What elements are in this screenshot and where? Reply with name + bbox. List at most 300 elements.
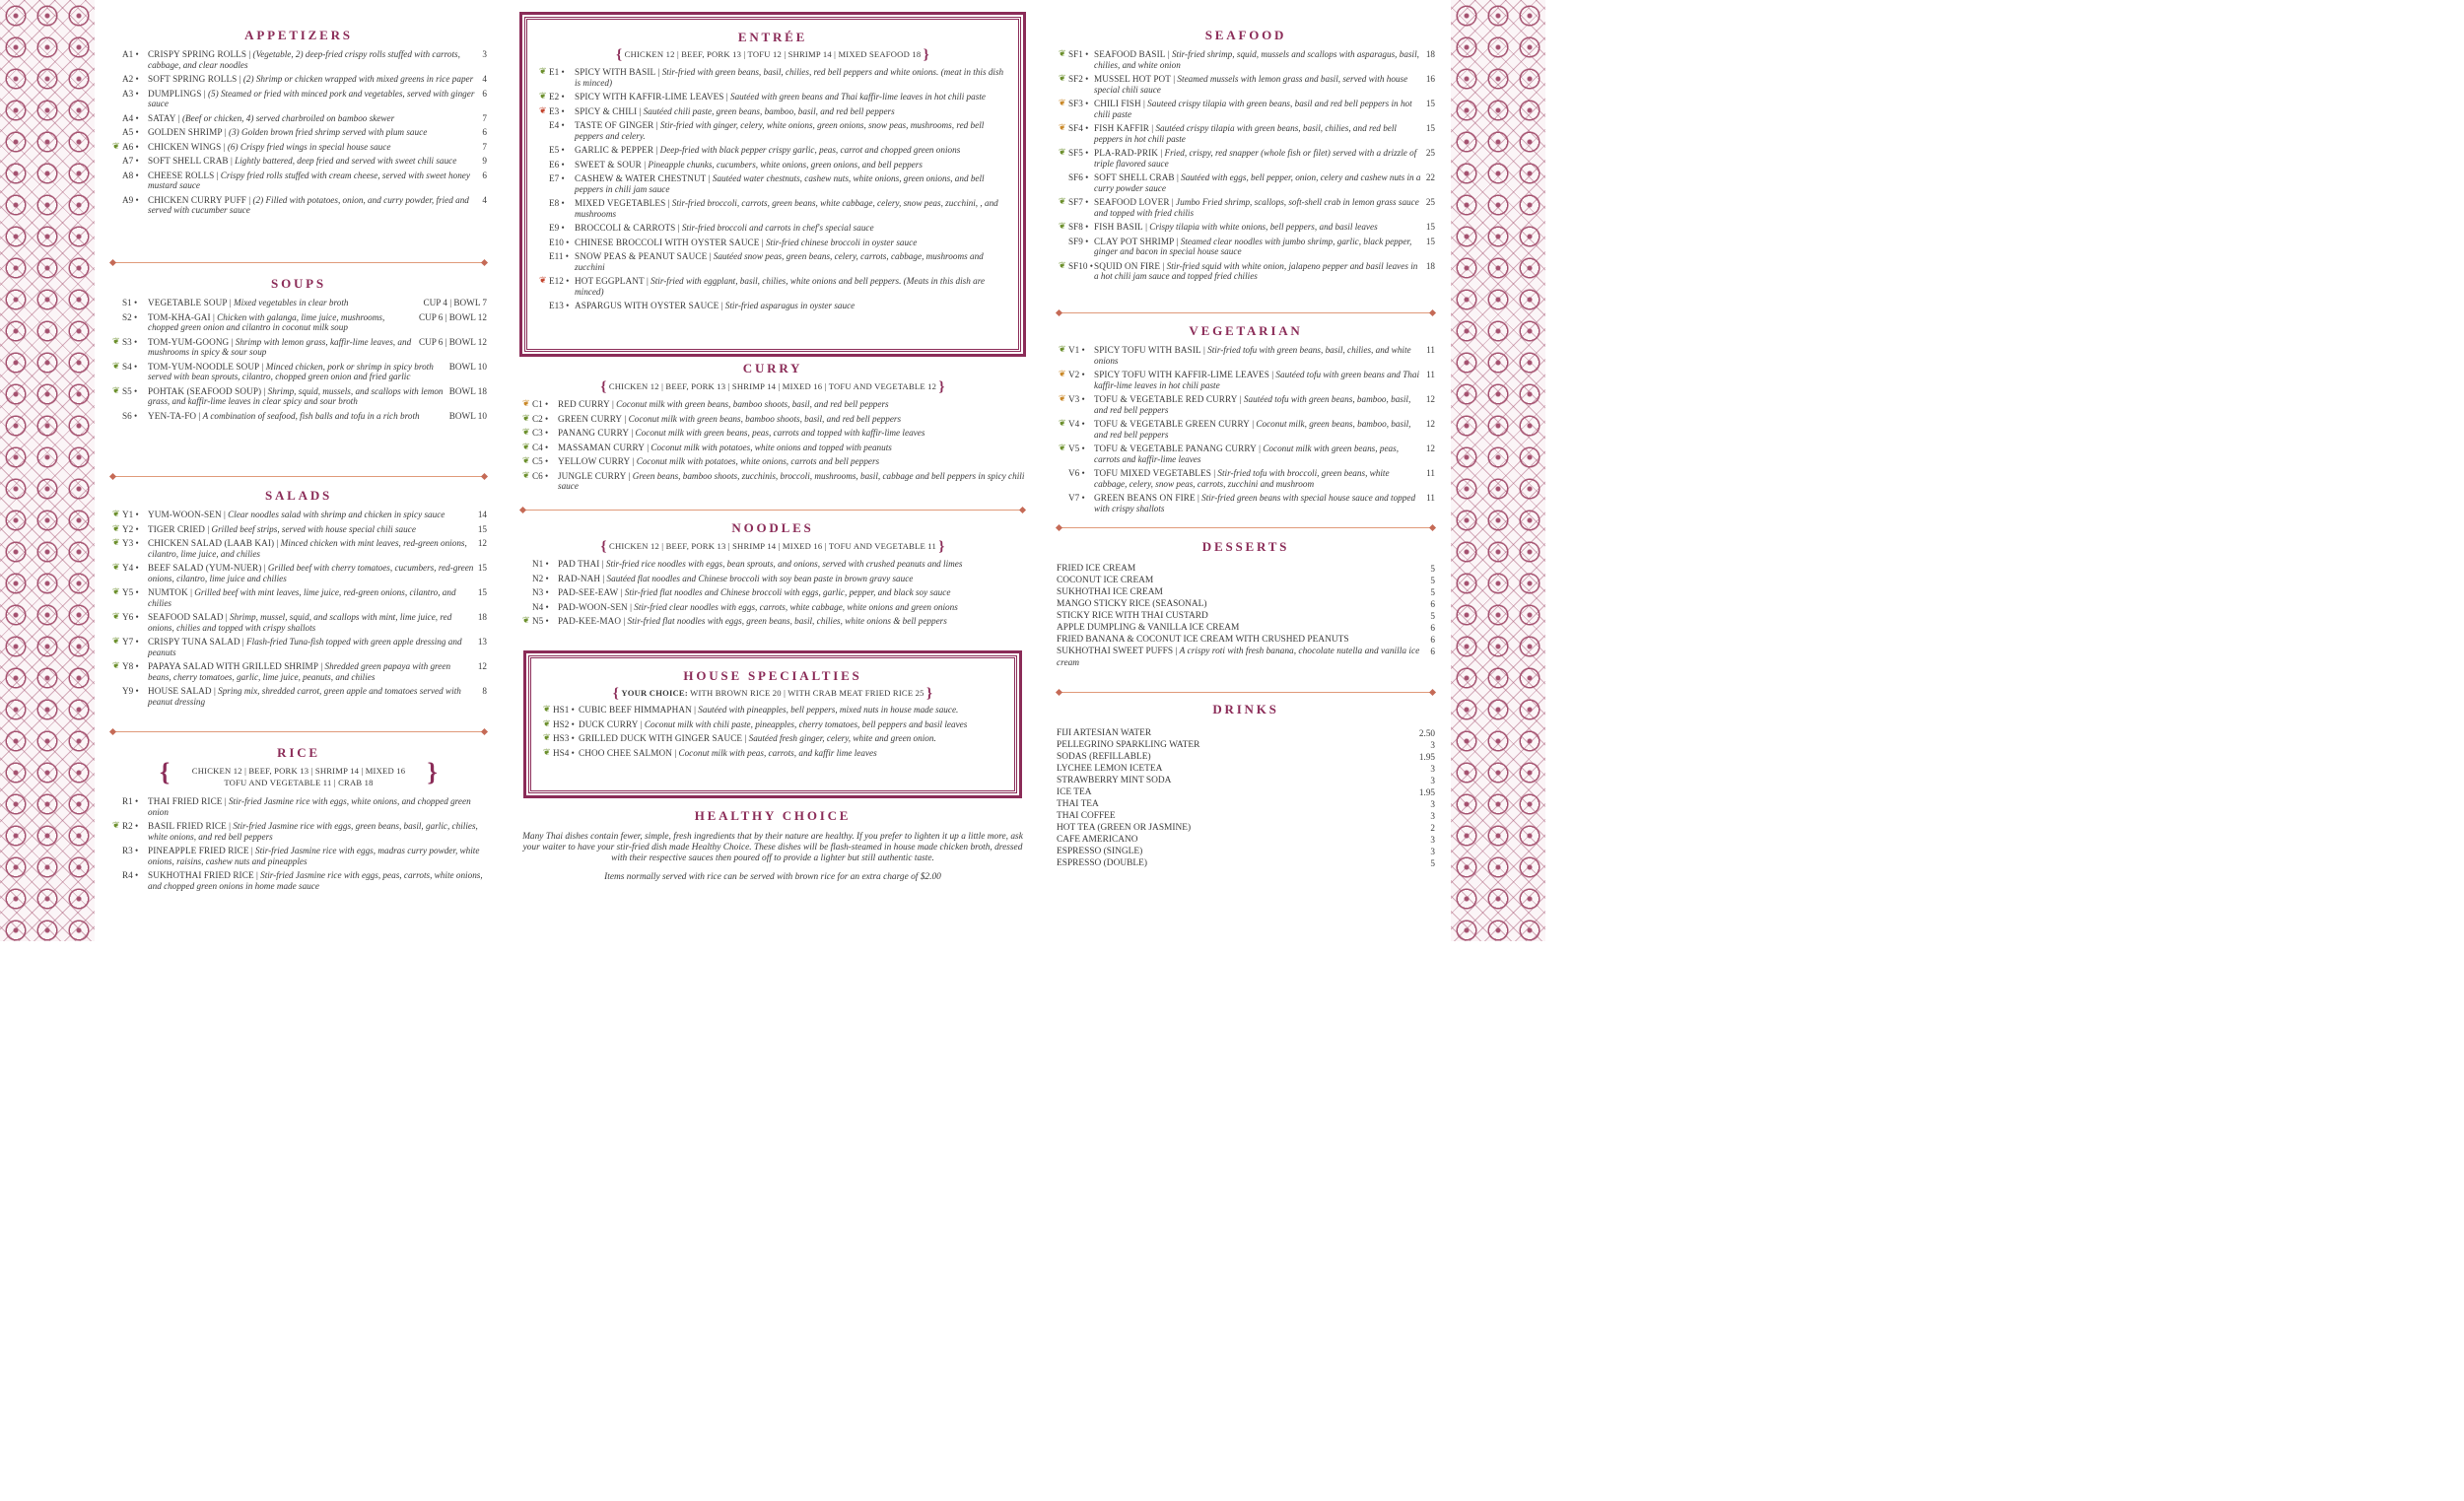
noodles-options-text: CHICKEN 12 | BEEF, PORK 13 | SHRIMP 14 | MIXED 16 | TOFU AND VEGETABLE 11 xyxy=(609,541,936,551)
menu-item: ❦ S5 • BOWL 18 POHTAK (SEAFOOD SOUP) | Shrimp, squid, mussels, and scallops with lemon grass, and kaffir-lime leaves in clear spicy and sour broth xyxy=(112,384,487,406)
menu-item: ❦ C3 • PANANG CURRY | Coconut milk with green beans, peas, carrots and topped with kaffir-lime leaves xyxy=(522,427,925,438)
item-code: E11 • xyxy=(549,251,569,261)
item-description: Lightly battered, deep fried and served with sweet chili sauce xyxy=(235,156,457,166)
menu-item: ❦ A6 • 7 CHICKEN WINGS | (6) Crispy fried wings in special house sauce xyxy=(112,140,487,152)
menu-item: A7 • 9 SOFT SHELL CRAB | Lightly battered, deep fried and served with sweet chili sauce xyxy=(122,156,487,166)
item-code: E8 • xyxy=(549,198,565,208)
noodles-section xyxy=(520,520,1025,631)
entree-box xyxy=(524,17,1021,352)
spicy-leaf-icon: ❦ xyxy=(112,636,120,646)
item-code: Y3 • xyxy=(122,538,139,548)
spicy-leaf-icon: ❦ xyxy=(112,384,120,395)
item-price: 12 xyxy=(477,538,487,548)
item-code: C1 • xyxy=(532,399,549,409)
spicy-leaf-icon: ❦ xyxy=(543,704,551,714)
item-name: CUBIC BEEF HIMMAPHAN xyxy=(579,705,692,715)
menu-item: ❦ S4 • BOWL 10 TOM-YUM-NOODLE SOUP | Minced chicken, pork or shrimp in spicy broth served with bean sprouts, cilantro, chopped green onion and fried garlic xyxy=(112,360,487,381)
divider xyxy=(110,474,487,479)
item-code: A1 • xyxy=(122,49,139,59)
spicy-leaf-icon: ❦ xyxy=(522,427,530,437)
salads-section xyxy=(110,488,487,711)
item-code: HS3 • xyxy=(553,733,575,743)
spicy-leaf-icon: ❦ xyxy=(1059,147,1066,157)
item-name: HOT TEA (GREEN OR JASMINE) xyxy=(1057,823,1192,833)
item-name: GOLDEN SHRIMP xyxy=(148,127,223,137)
item-description: (Vegetable, 2) deep-fried crispy rolls stuffed with carrots, cabbage, and clear noodles xyxy=(148,49,460,70)
menu-item: E10 • CHINESE BROCCOLI WITH OYSTER SAUCE | Stir-fried chinese broccoli in oyster sauce xyxy=(549,237,918,247)
item-name: ESPRESSO (SINGLE) xyxy=(1057,847,1143,856)
item-code: A4 • xyxy=(122,112,139,123)
item-name: RAD-NAH xyxy=(558,573,601,583)
section-title: SEAFOOD xyxy=(1204,28,1287,42)
item-code: SF5 • xyxy=(1068,148,1089,158)
menu-item: ❦ SF7 • 25 SEAFOOD LOVER | Jumbo Fried shrimp, scallops, soft-shell crab in lemon grass sauce and topped with fried chilis xyxy=(1059,196,1435,218)
brace-right-icon: } xyxy=(926,686,933,702)
item-code: E4 • xyxy=(549,120,565,130)
item-description: Sautéed fresh ginger, celery, white and green onion. xyxy=(748,733,936,743)
curry-options-text: CHICKEN 12 | BEEF, PORK 13 | SHRIMP 14 | MIXED 16 | TOFU AND VEGETABLE 12 xyxy=(608,381,937,391)
item-description: Stir-fried flat noodles and Chinese broccoli with eggs, garlic, pepper, and black soy sauce xyxy=(624,587,951,597)
menu-item: S6 • BOWL 10 YEN-TA-FO | A combination of seafood, fish balls and tofu in a rich broth xyxy=(122,410,487,421)
item-code: N3 • xyxy=(532,587,549,597)
spicy-leaf-icon: ❦ xyxy=(1059,393,1066,403)
item-price: 3 xyxy=(1430,740,1435,750)
section-title: CURRY xyxy=(742,361,803,375)
item-name: BROCCOLI & CARROTS xyxy=(575,223,676,233)
spicy-leaf-icon: ❦ xyxy=(522,455,530,465)
item-code: Y1 • xyxy=(122,510,139,519)
menu-item: ❦ SF4 • 15 FISH KAFFIR | Sautéed crispy tilapia with green beans, basil, chilies, and red bell peppers in hot chili paste xyxy=(1059,122,1435,144)
menu-item: ❦ SF3 • 15 CHILI FISH | Sauteed crispy tilapia with green beans, basil and red bell peppers in hot chili paste xyxy=(1059,98,1435,119)
menu-item: ❦ Y7 • 13 CRISPY TUNA SALAD | Flash-fried Tuna-fish topped with green apple dressing and peanuts xyxy=(112,636,487,657)
menu-item: ❦ V1 • 11 SPICY TOFU WITH BASIL | Stir-fried tofu with green beans, basil, chilies, and white onions xyxy=(1059,344,1435,366)
item-price: 6 xyxy=(1430,635,1435,645)
menu-item: ❦ V5 • 12 TOFU & VEGETABLE PANANG CURRY | Coconut milk with green beans, peas, carrots and kaffir-lime leaves xyxy=(1059,443,1435,464)
item-code: A6 • xyxy=(122,141,139,152)
menu-item: ❦ C5 • YELLOW CURRY | Coconut milk with potatoes, white onions, carrots and bell peppers xyxy=(522,455,880,466)
item-description: Coconut milk with green beans, peas, carrots and kaffir-lime leaves xyxy=(1094,443,1399,464)
healthy-choice-section xyxy=(520,808,1025,883)
item-name: GREEN CURRY xyxy=(558,413,623,424)
menu-item: E6 • SWEET & SOUR | Pineapple chunks, cucumbers, white onions, green onions, and bell peppers xyxy=(549,159,923,170)
menu-item: N4 • PAD-WOON-SEN | Stir-fried clear noodles with eggs, carrots, white cabbage, white onions and green onions xyxy=(532,601,958,612)
item-description: Coconut milk, green beans, bamboo, basil, and red bell peppers xyxy=(1094,419,1411,440)
item-name: CASHEW & WATER CHESTNUT xyxy=(575,173,707,183)
brace-right-icon: } xyxy=(427,758,438,786)
spicy-leaf-icon: ❦ xyxy=(543,717,551,728)
item-code: Y4 • xyxy=(122,563,139,573)
item-price: 5 xyxy=(1430,858,1435,868)
menu-item: E8 • MIXED VEGETABLES | Stir-fried broccoli, carrots, green beans, white cabbage, celery, snow peas, zucchini, , and mushrooms xyxy=(549,198,998,219)
spicy-leaf-icon: ❦ xyxy=(112,335,120,346)
item-price: 15 xyxy=(477,523,487,534)
item-description: Crispy fried rolls stuffed with cream cheese, served with sweet honey mustard sauce xyxy=(148,170,470,190)
item-code: S6 • xyxy=(122,410,138,421)
menu-item: ❦ C6 • JUNGLE CURRY | Green beans, bamboo shoots, zucchinis, broccoli, mushrooms, basil, cabbage and bell peppers in spicy chili sauce xyxy=(522,469,1025,491)
item-code: R4 • xyxy=(122,870,139,880)
item-description: A crispy roti with fresh banana, chocolate nutella and vanilla ice cream xyxy=(1057,647,1420,668)
spicy-leaf-icon: ❦ xyxy=(1059,196,1066,206)
item-name: SOFT SHELL CRAB xyxy=(1094,172,1175,182)
menu-item: SF9 • 15 CLAY POT SHRIMP | Steamed clear noodles with jumbo shrimp, garlic, black pepper, ginger and bacon in special house sauce xyxy=(1068,236,1435,256)
spicy-leaf-icon: ❦ xyxy=(539,66,547,76)
menu-item: A4 • 7 SATAY | (Beef or chicken, 4) served charbroiled on bamboo skewer xyxy=(122,112,487,123)
choice-text: WITH BROWN RICE 20 | WITH CRAB MEAT FRIED RICE 25 xyxy=(690,688,924,698)
item-code: HS1 • xyxy=(553,705,575,715)
list-item xyxy=(1057,775,1435,786)
item-price: CUP 4 | BOWL 7 xyxy=(423,298,487,307)
rice-section xyxy=(110,745,487,895)
item-description: Grilled beef with cherry tomatoes, cucumbers, red-green onions, cilantro, lime juice and chilies xyxy=(148,563,474,583)
menu-item: R3 • PINEAPPLE FRIED RICE | Stir-fried Jasmine rice with eggs, madras curry powder, white onions, raisins, cashew nuts and pineapples xyxy=(122,846,480,866)
item-name: PAD-SEE-EAW xyxy=(558,587,619,597)
menu-item: ❦ HS3 • GRILLED DUCK WITH GINGER SAUCE | Sautéed fresh ginger, celery, white and green onion. xyxy=(543,732,936,743)
item-price: CUP 6 | BOWL 12 xyxy=(418,311,487,322)
list-item xyxy=(1057,622,1435,634)
item-price: 1.95 xyxy=(1418,787,1435,797)
seafood-section xyxy=(1057,28,1435,286)
item-description: (5) Steamed or fried with minced pork and vegetables, served with ginger sauce xyxy=(148,88,475,108)
spicy-leaf-icon: ❦ xyxy=(543,746,551,757)
decorative-border-right xyxy=(1451,0,1545,941)
item-description: (3) Golden brown fried shrimp served with plum sauce xyxy=(229,127,428,137)
item-price: 9 xyxy=(482,156,487,166)
item-description: Sauteed crispy tilapia with green beans, basil and red bell peppers in hot chili paste xyxy=(1094,99,1412,119)
item-name: GREEN BEANS ON FIRE xyxy=(1094,493,1196,503)
spicy-leaf-icon: ❦ xyxy=(112,562,120,572)
list-item xyxy=(1057,634,1435,646)
item-name: SNOW PEAS & PEANUT SAUCE xyxy=(575,251,708,261)
item-name: SEAFOOD SALAD xyxy=(148,612,224,622)
soups-section xyxy=(110,276,487,425)
entree-options-text: CHICKEN 12 | BEEF, PORK 13 | TOFU 12 | SHRIMP 14 | MIXED SEAFOOD 18 xyxy=(624,49,922,59)
item-name: PELLEGRINO SPARKLING WATER xyxy=(1057,740,1200,750)
item-description: Grilled beef strips, served with house special chili sauce xyxy=(211,523,416,534)
divider xyxy=(110,260,487,265)
menu-item: ❦ V3 • 12 TOFU & VEGETABLE RED CURRY | Sautéed tofu with green beans, bamboo, basil, and red bell peppers xyxy=(1059,393,1435,415)
item-description: Sautéed water chestnuts, cashew nuts, white onions, green onions, and bell peppers in chili jam sauce xyxy=(575,173,985,194)
spicy-leaf-icon: ❦ xyxy=(522,412,530,423)
list-item xyxy=(1057,610,1435,622)
drinks-section xyxy=(1057,702,1435,869)
item-description: Shrimp with lemon grass, kaffir-lime leaves, and mushrooms in spicy & sour soup xyxy=(148,336,412,357)
item-name: PANANG CURRY xyxy=(558,428,630,438)
item-name: MIXED VEGETABLES xyxy=(575,198,666,208)
item-code: E6 • xyxy=(549,159,565,170)
desserts-section xyxy=(1057,539,1435,669)
item-price: 15 xyxy=(1425,99,1435,108)
item-description: Steamed clear noodles with jumbo shrimp, garlic, black pepper, ginger and bacon in special house sauce xyxy=(1094,236,1412,256)
item-code: C3 • xyxy=(532,428,549,438)
brace-right-icon: } xyxy=(938,379,945,395)
item-price: 5 xyxy=(1430,576,1435,585)
item-description: Stir-fried with ginger, celery, white onions, green onions, snow peas, mushrooms, red bell peppers and celery. xyxy=(575,120,985,141)
item-price: 7 xyxy=(482,141,487,152)
item-name: TOFU MIXED VEGETABLES xyxy=(1094,468,1211,478)
item-price: 5 xyxy=(1430,564,1435,574)
item-description: Stir-fried Jasmine rice with eggs, green beans, basil, garlic, chilies, white onions, and red bell peppers xyxy=(148,821,478,842)
spicy-leaf-icon: ❦ xyxy=(539,91,547,101)
item-description: Shrimp, squid, mussels, and scallops with lemon grass, and kaffir-lime leaves in clear spicy and sour broth xyxy=(148,385,444,406)
menu-item: S1 • CUP 4 | BOWL 7 VEGETABLE SOUP | Mixed vegetables in clear broth xyxy=(122,298,487,307)
item-description: Deep-fried with black pepper crispy garlic, peas, carrot and chopped green onions xyxy=(659,145,961,155)
brace-left-icon: { xyxy=(600,379,607,395)
spicy-leaf-icon: ❦ xyxy=(1059,443,1066,452)
menu-item: E13 • ASPARGUS WITH OYSTER SAUCE | Stir-fried asparagus in oyster sauce xyxy=(549,301,856,310)
item-price: 3 xyxy=(1430,847,1435,856)
item-code: E10 • xyxy=(549,237,570,247)
item-code: C2 • xyxy=(532,413,549,424)
spicy-leaf-icon: ❦ xyxy=(539,104,547,115)
curry-options xyxy=(520,380,1025,393)
item-price: 7 xyxy=(482,112,487,123)
item-code: R3 • xyxy=(122,846,139,855)
item-description: Sautéed with green beans and Thai kaffir-lime leaves in hot chili paste xyxy=(729,92,986,102)
item-name: TOFU & VEGETABLE RED CURRY xyxy=(1094,394,1238,404)
item-name: SPICY WITH BASIL xyxy=(575,67,656,77)
item-price: 11 xyxy=(1426,345,1435,355)
divider xyxy=(110,729,487,734)
item-description: Stir-fried with green beans, basil, chilies, red bell peppers and white onions. (meat in this dish is minced) xyxy=(575,67,1004,88)
menu-item: E5 • GARLIC & PEPPER | Deep-fried with black pepper crispy garlic, peas, carrot and chopped green onions xyxy=(549,145,961,155)
item-code: HS2 • xyxy=(553,718,575,729)
spicy-leaf-icon: ❦ xyxy=(1059,122,1066,132)
item-name: CHILI FISH xyxy=(1094,99,1141,108)
item-code: S1 • xyxy=(122,298,138,307)
item-code: V7 • xyxy=(1068,493,1085,503)
item-price: 13 xyxy=(477,637,487,647)
item-name: CRISPY SPRING ROLLS xyxy=(148,49,247,59)
item-code: E1 • xyxy=(549,67,565,77)
item-description: Coconut milk with green beans, peas, carrots and topped with kaffir-lime leaves xyxy=(635,428,925,438)
item-price: 11 xyxy=(1426,493,1435,503)
divider xyxy=(1057,310,1435,315)
item-price: BOWL 10 xyxy=(448,410,487,421)
item-price: 15 xyxy=(477,587,487,597)
item-code: SF10 • xyxy=(1068,260,1093,271)
menu-item: A8 • 6 CHEESE ROLLS | Crispy fried rolls stuffed with cream cheese, served with sweet honey mustard sauce xyxy=(122,170,487,190)
list-item xyxy=(1057,763,1435,775)
item-code: A3 • xyxy=(122,88,139,99)
list-item xyxy=(1057,834,1435,846)
list-item xyxy=(1057,846,1435,857)
list-item xyxy=(1057,751,1435,763)
spicy-leaf-icon: ❦ xyxy=(1059,48,1066,58)
item-description: (Beef or chicken, 4) served charbroiled on bamboo skewer xyxy=(181,112,395,123)
spicy-leaf-icon: ❦ xyxy=(1059,259,1066,270)
menu-item: ❦ E12 • HOT EGGPLANT | Stir-fried with eggplant, basil, chilies, white onions and bell peppers. (Meats in this dish are minced) xyxy=(539,275,986,297)
item-description: Spring mix, shredded carrot, green apple and tomatoes served with peanut dressing xyxy=(148,686,461,707)
item-code: Y6 • xyxy=(122,612,139,622)
item-name: CRISPY TUNA SALAD xyxy=(148,637,240,647)
menu-item: S2 • CUP 6 | BOWL 12 TOM-KHA-GAI | Chicken with galanga, lime juice, mushrooms, chopped green onion and cilantro in coconut milk soup xyxy=(122,311,487,332)
item-description: Mixed vegetables in clear broth xyxy=(233,298,349,307)
item-price: 16 xyxy=(1425,74,1435,84)
section-title: SALADS xyxy=(264,488,333,503)
item-name: JUNGLE CURRY xyxy=(558,470,627,481)
item-description: Sautéed flat noodles and Chinese broccoli with soy bean paste in brown gravy sauce xyxy=(606,573,914,583)
item-code: C5 • xyxy=(532,456,549,466)
vegetarian-section xyxy=(1057,323,1435,517)
item-description: Sautéed tofu with green beans, bamboo, basil, and red bell peppers xyxy=(1094,394,1411,415)
item-name: SEAFOOD LOVER xyxy=(1094,197,1170,207)
item-name: SPICY & CHILI xyxy=(575,105,638,116)
spicy-leaf-icon: ❦ xyxy=(543,732,551,742)
item-name: POHTAK (SEAFOOD SOUP) xyxy=(148,385,262,396)
item-price: 15 xyxy=(1425,236,1435,246)
brace-left-icon: { xyxy=(600,539,607,555)
divider xyxy=(1057,525,1435,530)
item-code: S5 • xyxy=(122,385,138,396)
menu-item: R4 • SUKHOTHAI FRIED RICE | Stir-fried Jasmine rice with eggs, peas, carrots, white onions, and chopped green onions in home made sauce xyxy=(122,870,483,891)
item-price: 6 xyxy=(482,127,487,137)
item-name: SUKHOTHAI FRIED RICE xyxy=(148,870,254,880)
item-name: YEN-TA-FO xyxy=(148,410,197,421)
menu-item: E9 • BROCCOLI & CARROTS | Stir-fried broccoli and carrots in chef's special sauce xyxy=(549,223,874,233)
item-name: FRIED ICE CREAM xyxy=(1057,564,1136,574)
menu-item: ❦ E3 • SPICY & CHILI | Sautéed chili paste, green beans, bamboo, basil, and red bell peppers xyxy=(539,104,895,116)
item-name: PAD THAI xyxy=(558,559,600,569)
item-description: Coconut milk with green beans, bamboo shoots, basil, and red bell peppers xyxy=(616,399,889,409)
house-options xyxy=(541,687,1004,700)
item-code: SF1 • xyxy=(1068,49,1089,59)
item-code: N5 • xyxy=(532,616,549,626)
section-title: DESSERTS xyxy=(1201,539,1290,554)
item-code: V1 • xyxy=(1068,345,1085,355)
item-name: HOT EGGPLANT xyxy=(575,276,645,286)
item-price: 25 xyxy=(1425,197,1435,207)
item-price: 15 xyxy=(1425,222,1435,232)
menu-item: ❦ Y8 • 12 PAPAYA SALAD WITH GRILLED SHRIMP | Shredded green papaya with green beans, cherry tomatoes, garlic, lime juice, peanuts, and chilies xyxy=(112,660,487,682)
spicy-leaf-icon: ❦ xyxy=(112,509,120,518)
item-name: VEGETABLE SOUP xyxy=(148,298,228,307)
menu-item: E7 • CASHEW & WATER CHESTNUT | Sautéed water chestnuts, cashew nuts, white onions, green onions, and bell peppers in chili jam sauce xyxy=(549,173,985,194)
item-code: V4 • xyxy=(1068,419,1085,429)
menu-item: A5 • 6 GOLDEN SHRIMP | (3) Golden brown fried shrimp served with plum sauce xyxy=(122,127,487,137)
list-item: 6 SUKHOTHAI SWEET PUFFS | A crispy roti with fresh banana, chocolate nutella and vanilla ice cream xyxy=(1057,647,1435,668)
item-name: GRILLED DUCK WITH GINGER SAUCE xyxy=(579,733,743,743)
item-description: Coconut milk with potatoes, white onions, carrots and bell peppers xyxy=(636,456,880,466)
item-name: THAI TEA xyxy=(1057,799,1099,809)
item-name: SUKHOTHAI SWEET PUFFS xyxy=(1057,647,1174,656)
item-name: TOM-YUM-NOODLE SOUP xyxy=(148,361,260,372)
item-name: ESPRESSO (DOUBLE) xyxy=(1057,858,1147,868)
menu-item: N2 • RAD-NAH | Sautéed flat noodles and Chinese broccoli with soy bean paste in brown gravy sauce xyxy=(532,573,914,583)
item-code: Y7 • xyxy=(122,637,139,647)
section-title: ENTRÉE xyxy=(737,30,808,44)
item-price: 15 xyxy=(1425,123,1435,133)
item-price: 3 xyxy=(1430,811,1435,821)
menu-item: ❦ C1 • RED CURRY | Coconut milk with green beans, bamboo shoots, basil, and red bell peppers xyxy=(522,398,889,409)
menu-item: ❦ Y2 • 15 TIGER CRIED | Grilled beef strips, served with house special chili sauce xyxy=(112,522,487,534)
list-item xyxy=(1057,822,1435,834)
menu-item: ❦ HS1 • CUBIC BEEF HIMMAPHAN | Sautéed with pineapples, bell peppers, mixed nuts in house made sauce. xyxy=(543,704,959,715)
item-description: Sautéed crispy tilapia with green beans, basil, chilies, and red bell peppers in hot chili paste xyxy=(1094,123,1397,144)
item-code: A8 • xyxy=(122,170,139,180)
item-code: A7 • xyxy=(122,156,139,166)
item-name: SWEET & SOUR xyxy=(575,159,642,170)
spicy-leaf-icon: ❦ xyxy=(112,611,120,621)
item-price: 25 xyxy=(1425,148,1435,158)
divider xyxy=(1057,690,1435,695)
item-price: 3 xyxy=(482,49,487,59)
menu-item: ❦ Y3 • 12 CHICKEN SALAD (LAAB KAI) | Minced chicken with mint leaves, red-green onions, cilantro, lime juice, and chilies xyxy=(112,537,487,559)
item-description: (2) Shrimp or chicken wrapped with mixed greens in rice paper xyxy=(242,74,474,84)
item-description: Coconut milk with chili paste, pineapples, cherry tomatoes, bell peppers and basil leaves xyxy=(644,718,968,729)
brace-left-icon: { xyxy=(612,686,619,702)
spicy-leaf-icon: ❦ xyxy=(1059,73,1066,83)
item-name: CAFE AMERICANO xyxy=(1057,835,1138,845)
menu-item: ❦ HS2 • DUCK CURRY | Coconut milk with chili paste, pineapples, cherry tomatoes, bell peppers and basil leaves xyxy=(543,717,968,729)
item-name: LYCHEE LEMON ICETEA xyxy=(1057,764,1163,774)
rice-options xyxy=(110,758,487,788)
item-description: Stir-fried shrimp, squid, mussels and scallops with asparagus, basil, chilies, and white onion xyxy=(1094,49,1419,70)
menu-item: ❦ R2 • BASIL FRIED RICE | Stir-fried Jasmine rice with eggs, green beans, basil, garlic, chilies, white onions, and red bell peppers xyxy=(112,820,478,842)
item-code: R1 • xyxy=(122,796,139,806)
item-name: CHICKEN CURRY PUFF xyxy=(148,194,246,205)
menu-item: A2 • 4 SOFT SPRING ROLLS | (2) Shrimp or chicken wrapped with mixed greens in rice paper xyxy=(122,74,487,84)
list-item xyxy=(1057,575,1435,586)
curry-section xyxy=(520,361,1025,496)
item-description: Sautéed with pineapples, bell peppers, mixed nuts in house made sauce. xyxy=(698,705,959,715)
item-code: E9 • xyxy=(549,223,565,233)
menu-item: N3 • PAD-SEE-EAW | Stir-fried flat noodles and Chinese broccoli with eggs, garlic, pepper, and black soy sauce xyxy=(532,587,951,597)
spicy-leaf-icon: ❦ xyxy=(112,660,120,670)
healthy-text: Many Thai dishes contain fewer, simple, fresh ingredients that by their nature are healthy. If you prefer to lighten it up a little more, ask your waiter to have your stir-fried dish made Healthy Choice. These dishes will be flash-steamed in house made chicken broth, dressed with their respective sauces then poured off to provide a lighter but still authentic taste. xyxy=(522,832,1023,863)
item-price: 12 xyxy=(1425,443,1435,453)
list-item xyxy=(1057,786,1435,798)
spicy-leaf-icon: ❦ xyxy=(112,360,120,371)
item-price: 4 xyxy=(482,194,487,205)
item-description: Chicken with galanga, lime juice, mushrooms, chopped green onion and cilantro in coconut milk soup xyxy=(148,311,385,332)
item-description: Flash-fried Tuna-fish topped with green apple dressing and peanuts xyxy=(148,637,462,657)
spicy-leaf-icon: ❦ xyxy=(112,537,120,547)
item-name: PAD-WOON-SEN xyxy=(558,601,628,612)
item-price: 6 xyxy=(482,88,487,99)
item-description: Stir-fried flat noodles with eggs, green beans, basil, chilies, white onions & bell peppers xyxy=(627,616,947,626)
item-description: Stir-fried green beans with special house sauce and topped with crispy shallots xyxy=(1094,493,1416,513)
list-item xyxy=(1057,598,1435,610)
item-price: 2.50 xyxy=(1418,728,1435,738)
item-price: CUP 6 | BOWL 12 xyxy=(418,336,487,347)
menu-item: ❦ S3 • CUP 6 | BOWL 12 TOM-YUM-GOONG | Shrimp with lemon grass, kaffir-lime leaves, and mushrooms in spicy & sour soup xyxy=(112,335,487,357)
item-name: GARLIC & PEPPER xyxy=(575,145,654,155)
item-name: TOM-YUM-GOONG xyxy=(148,336,230,347)
brace-right-icon: } xyxy=(923,47,929,63)
menu-item: E4 • TASTE OF GINGER | Stir-fried with ginger, celery, white onions, green onions, snow peas, mushrooms, red bell peppers and celery. xyxy=(549,120,985,141)
menu-item: ❦ SF2 • 16 MUSSEL HOT POT | Steamed mussels with lemon grass and basil, served with house special chili sauce xyxy=(1059,73,1435,95)
menu-item: V7 • 11 GREEN BEANS ON FIRE | Stir-fried green beans with special house sauce and topped with crispy shallots xyxy=(1068,493,1435,513)
item-price: 6 xyxy=(1430,599,1435,609)
section-title: NOODLES xyxy=(731,520,814,535)
item-description: Stir-fried squid with white onion, jalapeno pepper and basil leaves in a hot chili jam sauce and topped fried chilies xyxy=(1094,260,1418,281)
item-code: R2 • xyxy=(122,821,139,831)
item-name: STRAWBERRY MINT SODA xyxy=(1057,776,1172,785)
item-name: RED CURRY xyxy=(558,399,610,409)
section-title: VEGETARIAN xyxy=(1189,323,1303,338)
item-code: A5 • xyxy=(122,127,139,137)
item-description: Clear noodles salad with shrimp and chicken in spicy sauce xyxy=(228,510,445,519)
rice-options-line1: CHICKEN 12 | BEEF, PORK 13 | SHRIMP 14 | MIXED 16 xyxy=(191,766,406,776)
item-code: E3 • xyxy=(549,105,565,116)
item-price: 5 xyxy=(1430,587,1435,597)
menu-item: ❦ Y5 • 15 NUMTOK | Grilled beef with mint leaves, lime juice, red-green onions, cilantro, and chilies xyxy=(112,586,487,608)
item-description: (6) Crispy fried wings in special house sauce xyxy=(227,141,391,152)
item-description: Sautéed chili paste, green beans, bamboo, basil, and red bell peppers xyxy=(643,105,895,116)
item-code: C6 • xyxy=(532,470,549,481)
item-name: SUKHOTHAI ICE CREAM xyxy=(1057,587,1163,597)
item-price: 6 xyxy=(1430,623,1435,633)
